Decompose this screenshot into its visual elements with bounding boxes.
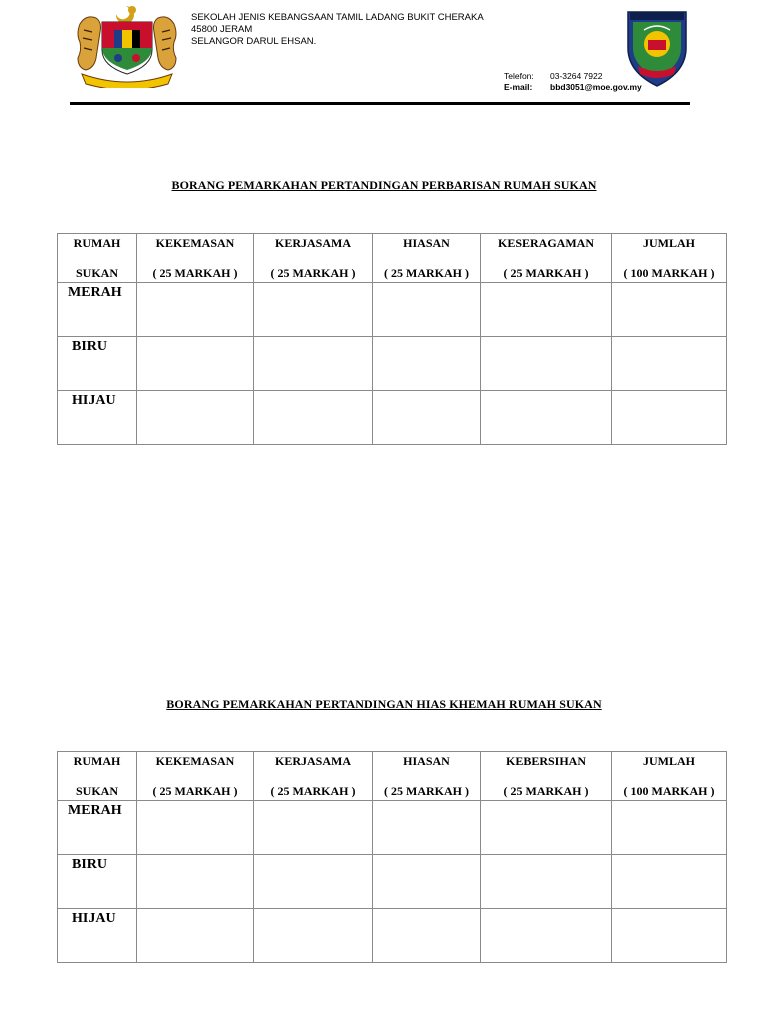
house-cell: HIJAU — [58, 391, 137, 445]
score-cell[interactable] — [137, 337, 254, 391]
header-cell: KEKEMASAN ( 25 MARKAH ) — [137, 234, 254, 283]
score-cell[interactable] — [481, 391, 612, 445]
form-title-perbarisan: BORANG PEMARKAHAN PERTANDINGAN PERBARISAN RUMAH SUKAN — [171, 178, 597, 192]
score-cell[interactable] — [137, 391, 254, 445]
email-address: bbd3051@moe.gov.my — [550, 82, 642, 92]
score-cell[interactable] — [373, 283, 481, 337]
score-cell[interactable] — [254, 855, 373, 909]
letterhead-divider — [70, 102, 690, 105]
school-address — [191, 12, 484, 48]
score-cell[interactable] — [481, 283, 612, 337]
coat-of-arms-icon — [72, 4, 182, 88]
email-label: E-mail: — [504, 82, 533, 92]
table-row — [58, 801, 727, 855]
contact-block — [504, 71, 642, 93]
table-row — [58, 283, 727, 337]
score-cell[interactable] — [137, 909, 254, 963]
header-cell: JUMLAH ( 100 MARKAH ) — [612, 752, 727, 801]
table-header-row — [58, 752, 727, 801]
form-title-hias-khemah: BORANG PEMARKAHAN PERTANDINGAN HIAS KHEMAH RUMAH SUKAN — [166, 697, 602, 711]
score-cell[interactable] — [612, 283, 727, 337]
score-cell[interactable] — [373, 909, 481, 963]
header-cell: RUMAH SUKAN — [58, 752, 137, 801]
header-cell: KEKEMASAN ( 25 MARKAH ) — [137, 752, 254, 801]
header-cell: KEBERSIHAN ( 25 MARKAH ) — [481, 752, 612, 801]
score-table-perbarisan — [57, 233, 727, 445]
house-cell: MERAH — [58, 283, 137, 337]
header-cell: HIASAN ( 25 MARKAH ) — [373, 752, 481, 801]
score-cell[interactable] — [373, 337, 481, 391]
score-cell[interactable] — [373, 801, 481, 855]
score-cell[interactable] — [254, 801, 373, 855]
score-cell[interactable] — [481, 909, 612, 963]
header-cell: KERJASAMA ( 25 MARKAH ) — [254, 234, 373, 283]
header-cell: JUMLAH ( 100 MARKAH ) — [612, 234, 727, 283]
school-name: SEKOLAH JENIS KEBANGSAAN TAMIL LADANG BUKIT CHERAKA — [191, 12, 484, 23]
score-cell[interactable] — [137, 801, 254, 855]
header-cell: HIASAN ( 25 MARKAH ) — [373, 234, 481, 283]
score-cell[interactable] — [254, 337, 373, 391]
score-cell[interactable] — [373, 855, 481, 909]
score-cell[interactable] — [254, 909, 373, 963]
table-row — [58, 909, 727, 963]
school-logo-icon — [624, 8, 690, 88]
score-cell[interactable] — [612, 801, 727, 855]
house-cell: MERAH — [58, 801, 137, 855]
house-cell: BIRU — [58, 855, 137, 909]
score-table-hias-khemah — [57, 751, 727, 963]
score-cell[interactable] — [612, 337, 727, 391]
score-cell[interactable] — [254, 283, 373, 337]
score-cell[interactable] — [612, 855, 727, 909]
table-header-row — [58, 234, 727, 283]
score-cell[interactable] — [373, 391, 481, 445]
score-cell[interactable] — [481, 855, 612, 909]
house-cell: HIJAU — [58, 909, 137, 963]
state: SELANGOR DARUL EHSAN. — [191, 36, 317, 47]
table-row — [58, 855, 727, 909]
score-cell[interactable] — [612, 909, 727, 963]
score-cell[interactable] — [481, 337, 612, 391]
score-cell[interactable] — [137, 855, 254, 909]
phone-number: 03-3264 7922 — [550, 71, 603, 81]
header-cell: KESERAGAMAN ( 25 MARKAH ) — [481, 234, 612, 283]
table-row — [58, 391, 727, 445]
score-cell[interactable] — [612, 391, 727, 445]
table-row — [58, 337, 727, 391]
postcode-city: 45800 JERAM — [191, 24, 253, 35]
score-cell[interactable] — [254, 391, 373, 445]
header-cell: KERJASAMA ( 25 MARKAH ) — [254, 752, 373, 801]
score-cell[interactable] — [481, 801, 612, 855]
phone-label: Telefon: — [504, 71, 534, 81]
score-cell[interactable] — [137, 283, 254, 337]
house-cell: BIRU — [58, 337, 137, 391]
header-cell: RUMAH SUKAN — [58, 234, 137, 283]
